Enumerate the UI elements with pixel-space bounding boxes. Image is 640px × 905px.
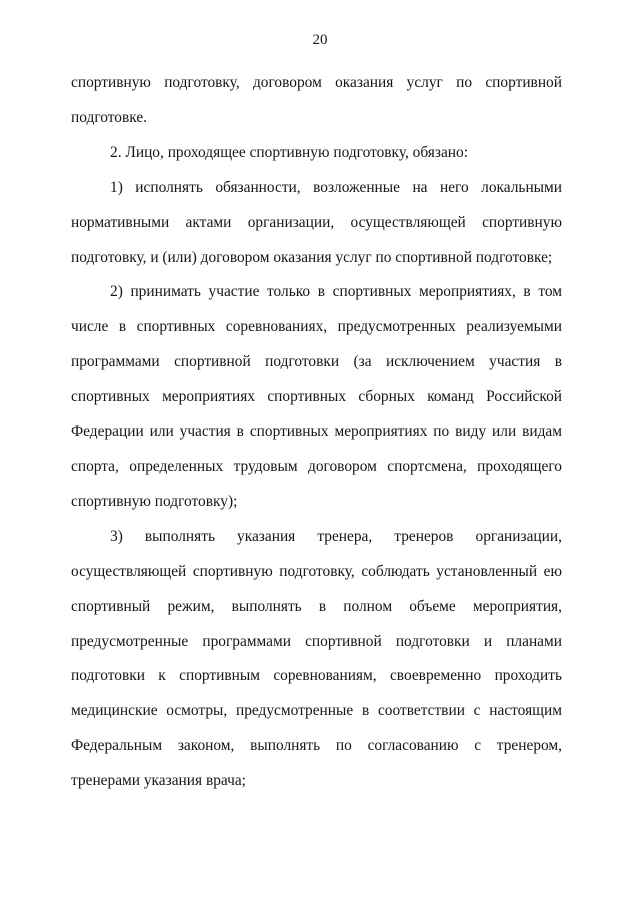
paragraph-item-1: 1) исполнять обязанности, возложенные на него локальными нормативными актами организации, осуществляющей спортивную подготовку, и (или) договором оказания услуг по спортивной подготовке; — [71, 178, 562, 266]
paragraph-clause-2: 2. Лицо, проходящее спортивную подготовку, обязано: — [110, 143, 469, 161]
page-number: 20 — [312, 32, 328, 48]
paragraph-item-3: 3) выполнять указания тренера, тренеров организации, осуществляющей спортивную подготовку, соблюдать установленный ею спортивный режим, выполнять в полном объеме мероприятия, предусмотренные программами спортивной подготовки и планами подготовки к спортивным соревнованиям, своевременно проходить медицинские осмотры, предусмотренные в соответствии с настоящим Федеральным законом, выполнять по согласованию с тренером, тренерами указания врача; — [71, 527, 562, 790]
paragraph-item-2: 2) принимать участие только в спортивных мероприятиях, в том числе в спортивных соревнованиях, предусмотренных реализуемыми программами спортивной подготовки (за исключением участия в спортивных мероприятиях спортивных сборных команд Российской Федерации или участия в спортивных мероприятиях по виду или видам спорта, определенных трудовым договором спортсмена, проходящего спортивную подготовку); — [71, 283, 562, 510]
document-body — [71, 66, 562, 799]
paragraph-continuation: спортивную подготовку, договором оказания услуг по спортивной подготовке. — [71, 74, 562, 126]
